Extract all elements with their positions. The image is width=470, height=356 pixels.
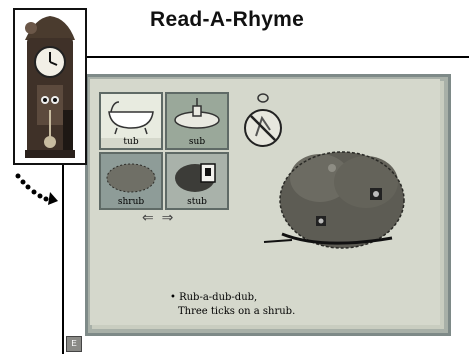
grandfather-clock-icon[interactable] [13,8,87,165]
next-arrow-icon[interactable]: ⇒ [161,209,174,225]
word-card-sub[interactable] [165,92,229,150]
app-title: Read-A-Rhyme [150,8,305,31]
word-card-stub[interactable] [165,152,229,210]
word-card-tub[interactable] [99,92,163,150]
word-card-shrub[interactable] [99,152,163,210]
prev-arrow-icon[interactable]: ⇐ [142,209,154,225]
card-word: sub [188,137,206,147]
home-icon[interactable]: E [66,336,82,352]
card-nav [142,209,173,226]
card-word: stub [187,197,207,207]
rhyme-text [170,291,295,319]
dotted-arrow-icon[interactable] [12,168,62,223]
card-word: tub [123,137,139,147]
rhyme-line-1: • Rub-a-dub-dub, [170,292,258,303]
rhyme-line-2: Three ticks on a shrub. [178,306,296,317]
shrub-illustration [262,138,412,261]
card-word: shrub [117,197,145,207]
